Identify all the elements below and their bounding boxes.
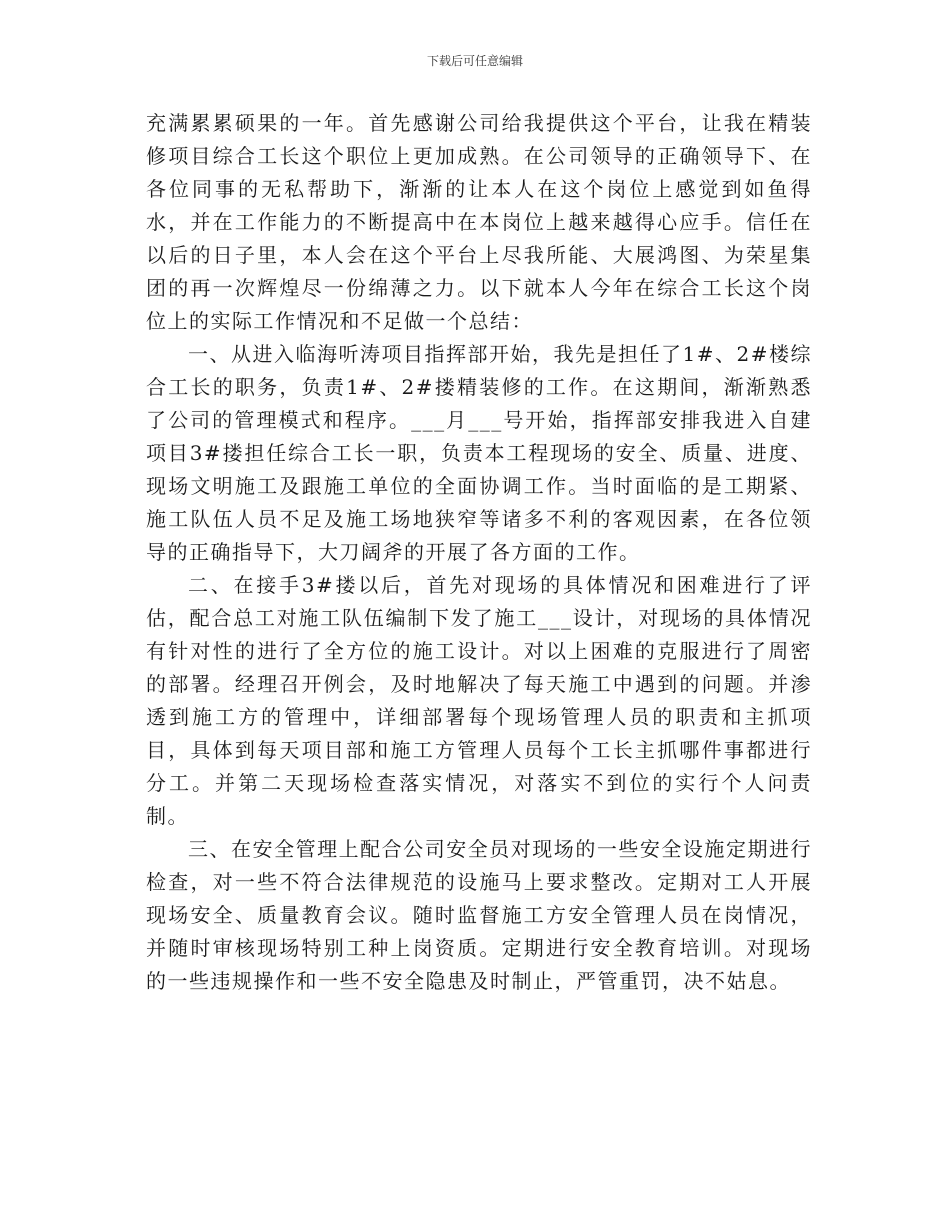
paragraph-section-1: 一、从进入临海听涛项目指挥部开始，我先是担任了1#、2#楼综合工长的职务，负责1#、2#搂精装修的工作。在这期间，渐渐熟悉了公司的管理模式和程序。___月___号开始，指挥部安排我进入自建项目3#搂担任综合工长一职，负责本工程现场的安全、质量、进度、现场文明施工及跟施工单位的全面协调工作。当时面临的是工期紧、施工队伍人员不足及施工场地狭窄等诸多不利的客观因素，在各位领导的正确指导下，大刀阔斧的开展了各方面的工作。 (146, 342, 812, 564)
paragraph-intro: 充满累累硕果的一年。首先感谢公司给我提供这个平台，让我在精装修项目综合工长这个职位上更加成熟。在公司领导的正确领导下、在各位同事的无私帮助下，渐渐的让本人在这个岗位上感觉到如鱼得水，并在工作能力的不断提高中在本岗位上越来越得心应手。信任在以后的日子里，本人会在这个平台上尽我所能、大展鸿图、为荣星集团的再一次辉煌尽一份绵薄之力。以下就本人今年在综合工长这个岗位上的实际工作情况和不足做一个总结： (146, 111, 812, 333)
document-body (146, 107, 812, 998)
paragraph-section-3: 三、在安全管理上配合公司安全员对现场的一些安全设施定期进行检查，对一些不符合法律规范的设施马上要求整改。定期对工人开展现场安全、质量教育会议。随时监督施工方安全管理人员在岗情况，并随时审核现场特别工种上岗资质。定期进行安全教育培训。对现场的一些违规操作和一些不安全隐患及时制止，严管重罚，决不姑息。 (146, 837, 812, 993)
paragraph-section-2: 二、在接手3#搂以后，首先对现场的具体情况和困难进行了评估，配合总工对施工队伍编制下发了施工___设计，对现场的具体情况有针对性的进行了全方位的施工设计。对以上困难的克服进行了周密的部署。经理召开例会，及时地解决了每天施工中遇到的问题。并渗透到施工方的管理中，详细部署每个现场管理人员的职责和主抓项目，具体到每天项目部和施工方管理人员每个工长主抓哪件事都进行分工。并第二天现场检查落实情况，对落实不到位的实行个人问责制。 (146, 573, 812, 828)
page-header: 下载后可任意编辑 (426, 54, 523, 68)
